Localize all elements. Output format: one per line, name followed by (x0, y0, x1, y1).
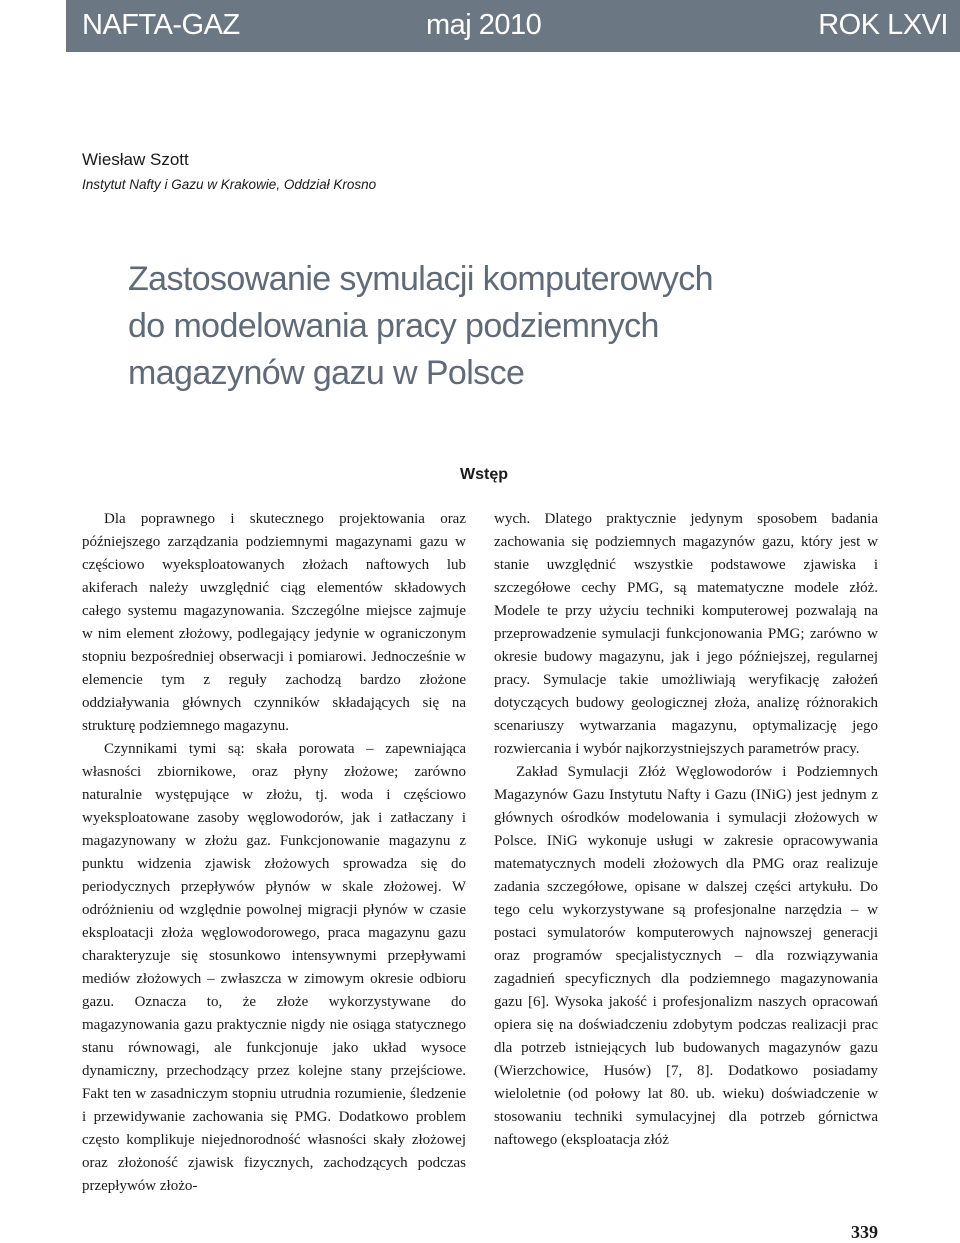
author-name: Wiesław Szott (82, 150, 189, 169)
article-title (128, 256, 828, 397)
body-column-left (82, 508, 466, 1198)
issue-date: maj 2010 (426, 9, 542, 41)
article-title-line: Zastosowanie symulacji komputerowych (128, 260, 713, 298)
article-title-line: do modelowania pracy podziemnych (128, 307, 659, 345)
section-heading: Wstęp (460, 466, 508, 483)
body-paragraph: wych. Dlatego praktycznie jedynym sposobem badania zachowania się podziemnych magazynów gazu, który jest w stanie uwzględnić wszystkie podstawowe zjawiska i szczegółowe cechy PMG, są matematyczne modele złóż. Modele te przy użyciu techniki komputerowej pozwalają na przeprowadzenie symulacji funkcjonowania PMG; zarówno w okresie budowy magazynu, jak i jego późniejszej, regularnej pracy. Symulacje takie umożliwiają weryfikację założeń dotyczących budowy geologicznej złoża, analizę różnorakich scenariuszy wytwarzania magazynu, optymalizację jego rozwiercania i wybór najkorzystniejszych parametrów pracy. (494, 511, 878, 757)
body-paragraph: Dla poprawnego i skutecznego projektowania oraz późniejszego zarządzania podziemnymi magazynami gazu w częściowo wyeksploatowanych złożach naftowych lub akiferach należy uwzględnić ciąg elementów składowych całego systemu magazynowania. Szczególne miejsce zajmuje w nim element złożowy, podlegający jedynie w ograniczonym stopniu bezpośredniej obserwacji i pomiarowi. Jednocześnie w elemencie tym z reguły zachodzą bardzo złożone oddziaływania głównych czynników składających się na strukturę podziemnego magazynu. (82, 511, 466, 734)
body-paragraph: Czynnikami tymi są: skała porowata – zapewniająca własności zbiornikowe, oraz płyny złożowe; zarówno naturalnie występujące w złożu, tj. woda i częściowo wyeksploatowane zasoby węglowodorów, jak i zatłaczany i magazynowany w złożu gaz. Funkcjonowanie magazynu z punktu widzenia zjawisk złożowych sprowadza się do periodycznych przepływów płynów w skale złożowej. W odróżnieniu od względnie powolnej migracji płynów w czasie eksploatacji złoża węglowodorowego, praca magazynu gazu charakteryzuje się stosunkowo intensywnymi przepływami mediów złożowych – zwłaszcza w zimowym okresie odbioru gazu. Oznacza to, że złoże wykorzystywane do magazynowania gazu praktycznie nigdy nie osiąga statycznego stanu równowagi, ale funkcjonuje jako układ wysoce dynamiczny, przechodzący przez kolejne stany przejściowe. Fakt ten w zasadniczym stopniu utrudnia rozumienie, śledzenie i przewidywanie zachowania się PMG. Dodatkowo problem często komplikuje niejednorodność własności skały złożowej oraz złożoność zjawisk fizycznych, zachodzących podczas przepływów złożo- (82, 741, 466, 1194)
body-paragraph: Zakład Symulacji Złóż Węglowodorów i Podziemnych Magazynów Gazu Instytutu Nafty i Gazu (INiG) jest jednym z głównych ośrodków modelowania i symulacji złożowych w Polsce. INiG wykonuje usługi w zakresie opracowywania matematycznych modeli złożowych dla PMG oraz realizuje zadania szczegółowe, opisane w dalszej części artykułu. Do tego celu wykorzystywane są profesjonalne narzędzia – w postaci symulatorów komputerowych najnowszej generacji oraz programów specjalistycznych – dla rozwiązywania zagadnień specyficznych dla podziemnego magazynowania gazu [6]. Wysoka jakość i profesjonalizm naszych opracowań opiera się na doświadczeniu zdobytym podczas realizacji prac dla potrzeb istniejących lub budowanych magazynów gazu (Wierzchowice, Husów) [7, 8]. Dodatkowo posiadamy wieloletnie (od połowy lat 80. ub. wieku) doświadczenie w stosowaniu techniki symulacyjnej dla potrzeb górnictwa naftowego (eksploatacja złóż (494, 764, 878, 1148)
journal-name: NAFTA-GAZ (82, 9, 240, 41)
article-title-line: magazynów gazu w Polsce (128, 354, 525, 392)
author-affiliation: Instytut Nafty i Gazu w Krakowie, Oddział Krosno (82, 177, 377, 192)
page-number: 339 (851, 1222, 878, 1242)
journal-volume: ROK LXVI (818, 9, 948, 41)
body-column-right (494, 508, 878, 1152)
journal-header-band (66, 0, 960, 52)
